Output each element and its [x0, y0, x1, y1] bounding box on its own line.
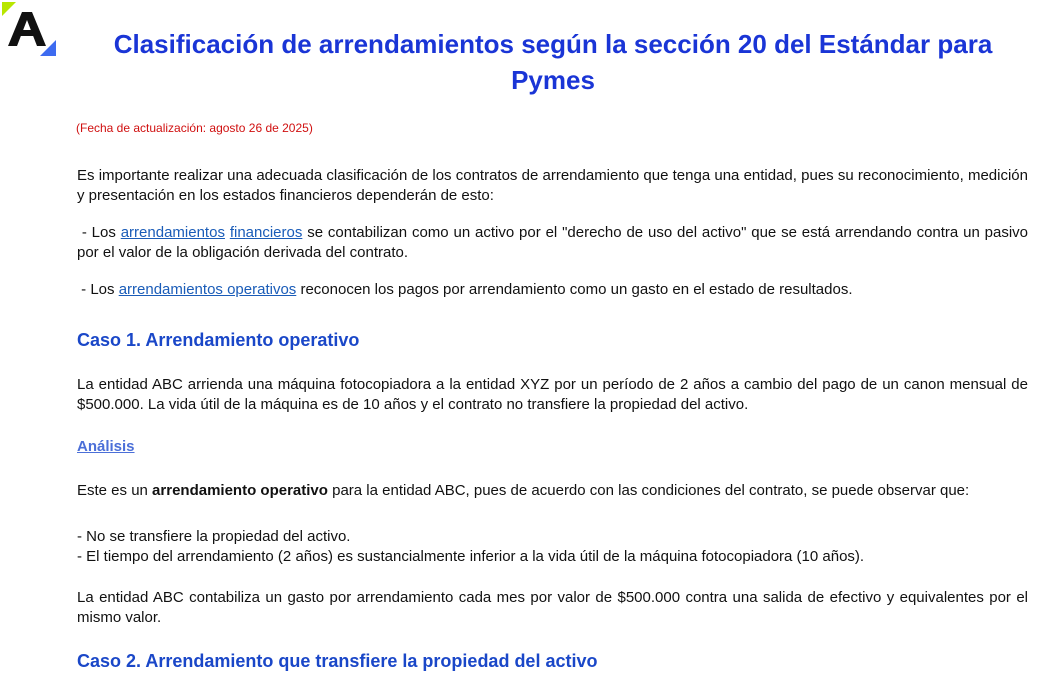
case1-description: La entidad ABC arrienda una máquina fotocopiadora a la entidad XYZ por un período de 2 años a cambio del pago de un canon mensual de $500.000. La vida útil de la máquina es de 10 años y el contrato no transfiere la propiedad del activo.: [77, 376, 1028, 413]
link-financieros[interactable]: financieros: [229, 224, 303, 241]
intro-paragraph: Es importante realizar una adecuada clasificación de los contratos de arrendamiento que tenga una entidad, pues su reconocimiento, medición y presentación en los estados financieros dependerán de esto:: [77, 167, 1028, 204]
bullet-financial-leases: - Los arrendamientos financieros se contabilizan como un activo por el "derecho de uso del activo" que se está arrendando contra un pasivo por el valor de la obligación derivada del contrato.: [77, 224, 1028, 261]
link-arrendamientos-operativos[interactable]: arrendamientos operativos: [118, 281, 297, 298]
page-title: Clasificación de arrendamientos según la sección 20 del Estándar para Pymes: [113, 29, 993, 95]
bullet-operating-leases: - Los arrendamientos operativos reconocen los pagos por arrendamiento como un gasto en el estado de resultados.: [77, 281, 853, 298]
logo-green-corner: [2, 2, 16, 16]
brand-logo: [2, 2, 56, 56]
case1-conclusion: Este es un arrendamiento operativo para la entidad ABC, pues de acuerdo con las condiciones del contrato, se puede observar que:: [77, 482, 970, 499]
link-arrendamientos[interactable]: arrendamientos: [120, 224, 225, 241]
case1-accounting: La entidad ABC contabiliza un gasto por arrendamiento cada mes por valor de $500.000 contra una salida de efectivo y equivalentes por el mismo valor.: [77, 589, 1028, 626]
analysis-link[interactable]: Análisis: [77, 438, 135, 455]
logo-letter-a: [8, 12, 46, 46]
analysis-link-paragraph: [77, 437, 1028, 457]
update-date: (Fecha de actualización: agosto 26 de 2025): [76, 121, 313, 135]
case1-heading: Caso 1. Arrendamiento operativo: [77, 330, 360, 350]
case1-point-1: - No se transfiere la propiedad del activo.: [77, 528, 351, 545]
case1-point-2: - El tiempo del arrendamiento (2 años) es sustancialmente inferior a la vida útil de la máquina fotocopiadora (10 años).: [77, 548, 865, 565]
case2-heading: Caso 2. Arrendamiento que transfiere la propiedad del activo: [77, 651, 598, 671]
